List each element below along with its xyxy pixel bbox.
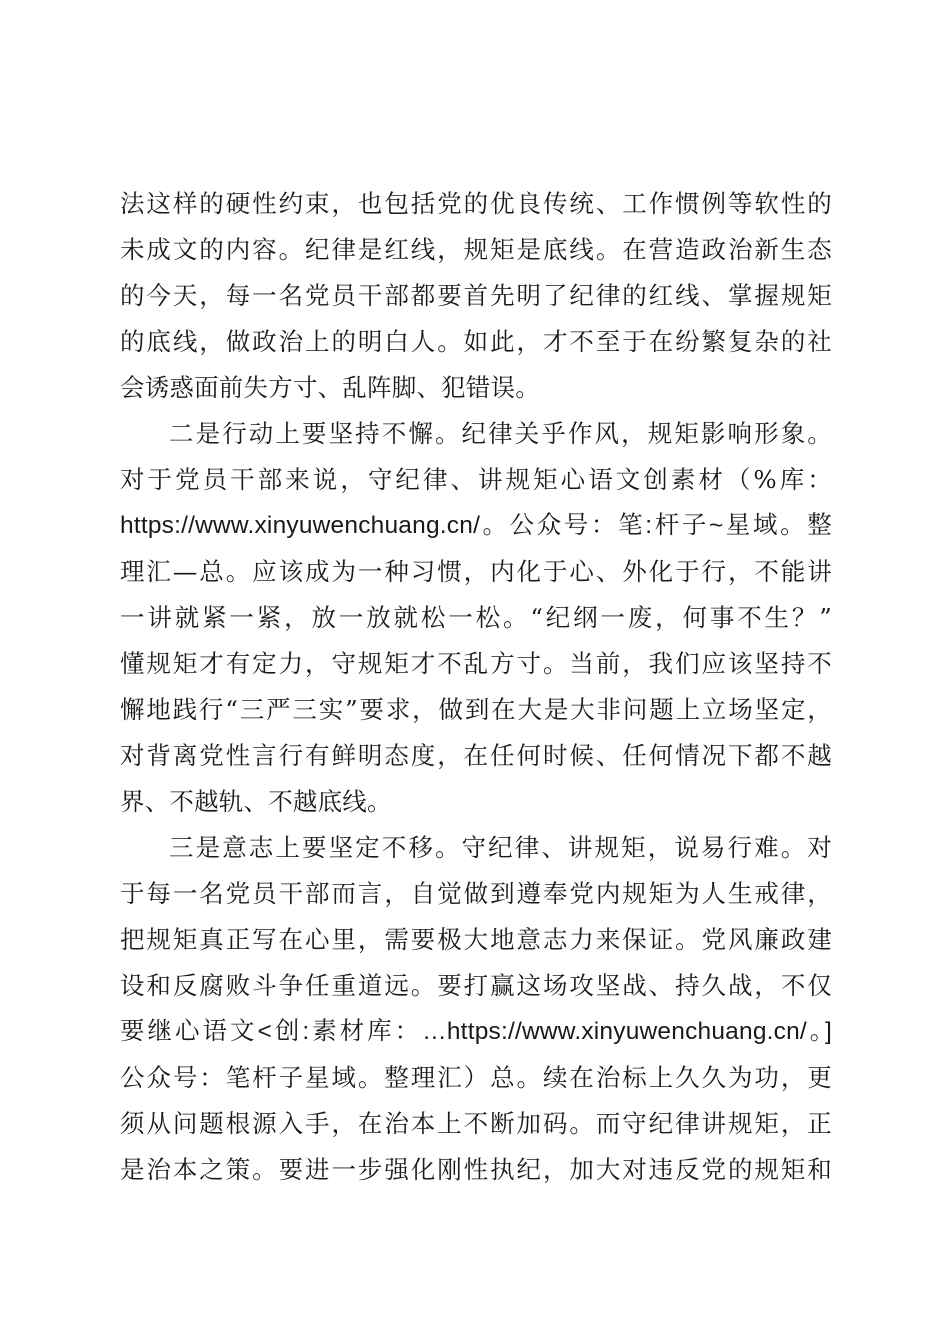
text-line: https://www.xinyuwenchuang.cn/。公众号：笔:杆子~星域。整: [120, 512, 832, 539]
text-line: 一讲就紧一紧，放一放就松一松。“纪纲一废，何事不生？”: [120, 603, 832, 632]
text-line: 懈地践行“三严三实”要求，做到在大是大非问题上立场坚定，: [120, 695, 832, 724]
text-line: 会诱惑面前失方寸、乱阵脚、犯错误。: [120, 373, 540, 402]
text-line: 须从问题根源入手，在治本上不断加码。而守纪律讲规矩，正: [120, 1109, 832, 1138]
text-line: 界、不越轨、不越底线。: [120, 787, 392, 816]
text-line: 公众号：笔杆子星域。整理汇）总。续在治标上久久为功，更: [120, 1063, 832, 1092]
paragraph: [120, 825, 832, 1193]
text-line: 设和反腐败斗争任重道远。要打赢这场攻坚战、持久战，不仅: [120, 971, 832, 1000]
body-text: [120, 181, 832, 1193]
text-line: 把规矩真正写在心里，需要极大地意志力来保证。党风廉政建: [120, 925, 832, 954]
text-line: 的底线，做政治上的明白人。如此，才不至于在纷繁复杂的社: [120, 327, 832, 356]
text-line: 二是行动上要坚持不懈。纪律关乎作风，规矩影响形象。: [169, 419, 832, 448]
text-line: 懂规矩才有定力，守规矩才不乱方寸。当前，我们应该坚持不: [120, 649, 832, 678]
text-line: 理汇—总。应该成为一种习惯，内化于心、外化于行，不能讲: [120, 557, 832, 586]
paragraph: [120, 181, 832, 411]
text-line: 的今天，每一名党员干部都要首先明了纪律的红线、掌握规矩: [120, 281, 832, 310]
text-line: 于每一名党员干部而言，自觉做到遵奉党内规矩为人生戒律，: [120, 879, 832, 908]
text-line: 法这样的硬性约束，也包括党的优良传统、工作惯例等软性的: [120, 189, 832, 218]
text-line: 对于党员干部来说，守纪律、讲规矩心语文创素材（%库：: [120, 465, 832, 494]
text-line: 是治本之策。要进一步强化刚性执纪，加大对违反党的规矩和: [120, 1155, 832, 1184]
text-line: 对背离党性言行有鲜明态度，在任何时候、任何情况下都不越: [120, 741, 832, 770]
text-line: 三是意志上要坚定不移。守纪律、讲规矩，说易行难。对: [169, 833, 832, 862]
paragraph: [120, 411, 832, 825]
text-line: 要继心语文<创:素材库：…https://www.xinyuwenchuang.cn/。]: [120, 1018, 832, 1045]
text-line: 未成文的内容。纪律是红线，规矩是底线。在营造政治新生态: [120, 235, 832, 264]
